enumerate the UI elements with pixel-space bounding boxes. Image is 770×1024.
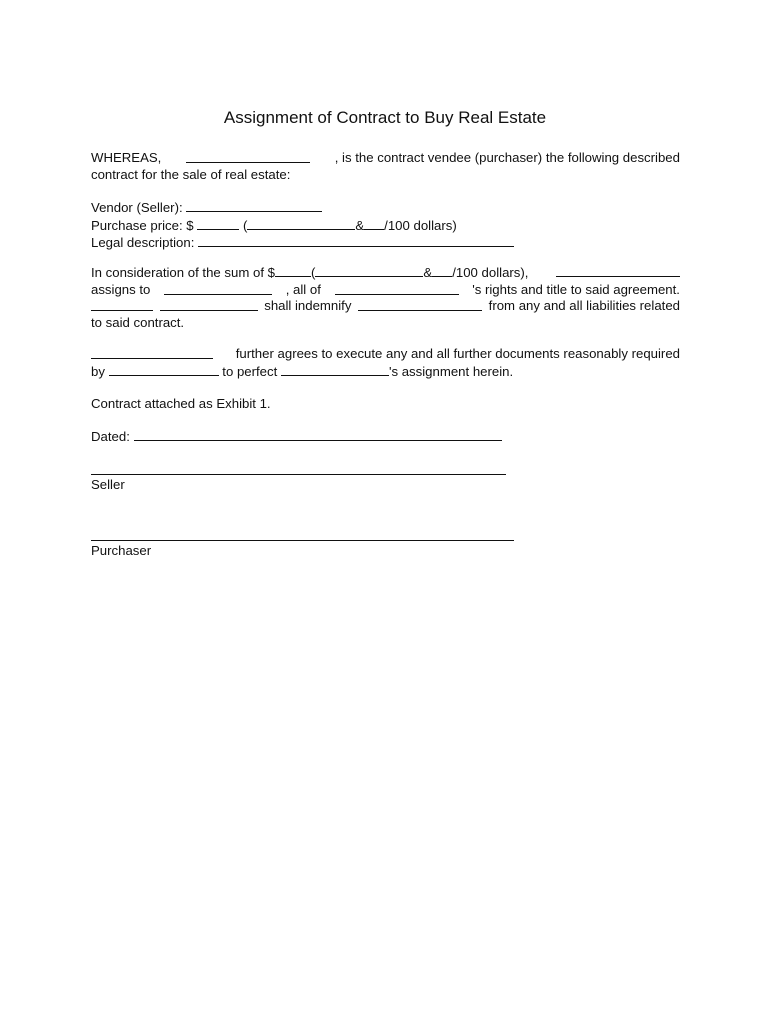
herein-label: 's assignment herein.: [388, 363, 514, 379]
consideration-line-4: to said contract.: [91, 314, 185, 330]
sum-dollars-blank[interactable]: [275, 264, 311, 277]
sum-words-blank[interactable]: [315, 264, 423, 277]
document-title: Assignment of Contract to Buy Real Estate: [223, 108, 547, 127]
price-open-paren: (: [242, 217, 248, 233]
price-cents-blank[interactable]: [364, 217, 384, 230]
consideration-line-1: [91, 264, 680, 282]
price-dollars-blank[interactable]: [197, 217, 239, 230]
dated-row: [91, 428, 502, 444]
price-words-blank[interactable]: [247, 217, 355, 230]
further-paragraph: [91, 346, 680, 380]
price-tail: /100 dollars): [384, 217, 457, 233]
further-agrees-text: further agrees to execute any and all further documents reasonably required: [235, 346, 680, 361]
consideration-paragraph: [91, 264, 680, 331]
by-label: by: [91, 363, 105, 379]
consideration-lead: In consideration of the sum of $: [91, 265, 276, 280]
vendor-row: [91, 199, 680, 217]
sum-cents-blank[interactable]: [432, 264, 452, 277]
exhibit-note: Contract attached as Exhibit 1.: [91, 396, 271, 411]
legal-description-blank[interactable]: [198, 234, 514, 247]
assignment-party-blank[interactable]: [281, 363, 389, 376]
consideration-line-3: [91, 298, 680, 315]
price-amp: &: [355, 217, 365, 233]
vendor-label: Vendor (Seller):: [91, 200, 183, 215]
indemnitee-blank[interactable]: [358, 298, 482, 311]
liabilities-label: from any and all liabilities related: [488, 298, 680, 313]
purchase-price-label: Purchase price: $: [91, 217, 194, 233]
purchaser-label: Purchaser: [91, 543, 152, 558]
purchase-price-row: [91, 217, 680, 235]
assignor-blank[interactable]: [556, 264, 680, 277]
dated-blank[interactable]: [134, 428, 502, 441]
indemnitor-blank-a[interactable]: [91, 298, 153, 311]
whereas-lead: WHEREAS,: [91, 150, 162, 165]
terms-block: [91, 199, 680, 252]
vendor-blank[interactable]: [186, 199, 322, 212]
by-party-blank[interactable]: [109, 363, 219, 376]
sum-open-paren: (: [311, 265, 316, 280]
sum-amp: &: [423, 265, 433, 280]
rights-holder-blank[interactable]: [335, 282, 459, 295]
purchaser-signature-line[interactable]: [91, 540, 514, 541]
legal-description-row: [91, 234, 680, 252]
further-line-1: [91, 346, 680, 363]
consideration-line-2: [91, 282, 680, 299]
dated-label: Dated:: [91, 429, 130, 444]
vendee-name-blank[interactable]: [186, 150, 310, 163]
rights-label: 's rights and title to said agreement.: [472, 281, 680, 297]
indemnitor-blank-b[interactable]: [160, 298, 258, 311]
further-party-blank[interactable]: [91, 346, 213, 359]
whereas-rest: , is the contract vendee (purchaser) the following described: [334, 150, 680, 165]
seller-label: Seller: [91, 477, 125, 492]
seller-signature-line[interactable]: [91, 474, 506, 475]
assigns-to-label: assigns to: [91, 281, 151, 297]
whereas-line-1: [91, 150, 680, 167]
perfect-label: to perfect: [222, 363, 278, 379]
sum-tail: /100 dollars),: [452, 265, 529, 280]
further-line-2: [91, 363, 680, 381]
all-of-label: , all of: [285, 281, 321, 297]
assignee-blank[interactable]: [164, 282, 272, 295]
indemnify-label: shall indemnify: [264, 298, 352, 313]
whereas-paragraph: [91, 150, 680, 183]
legal-description-label: Legal description:: [91, 235, 195, 250]
whereas-line-2: contract for the sale of real estate:: [91, 166, 291, 182]
